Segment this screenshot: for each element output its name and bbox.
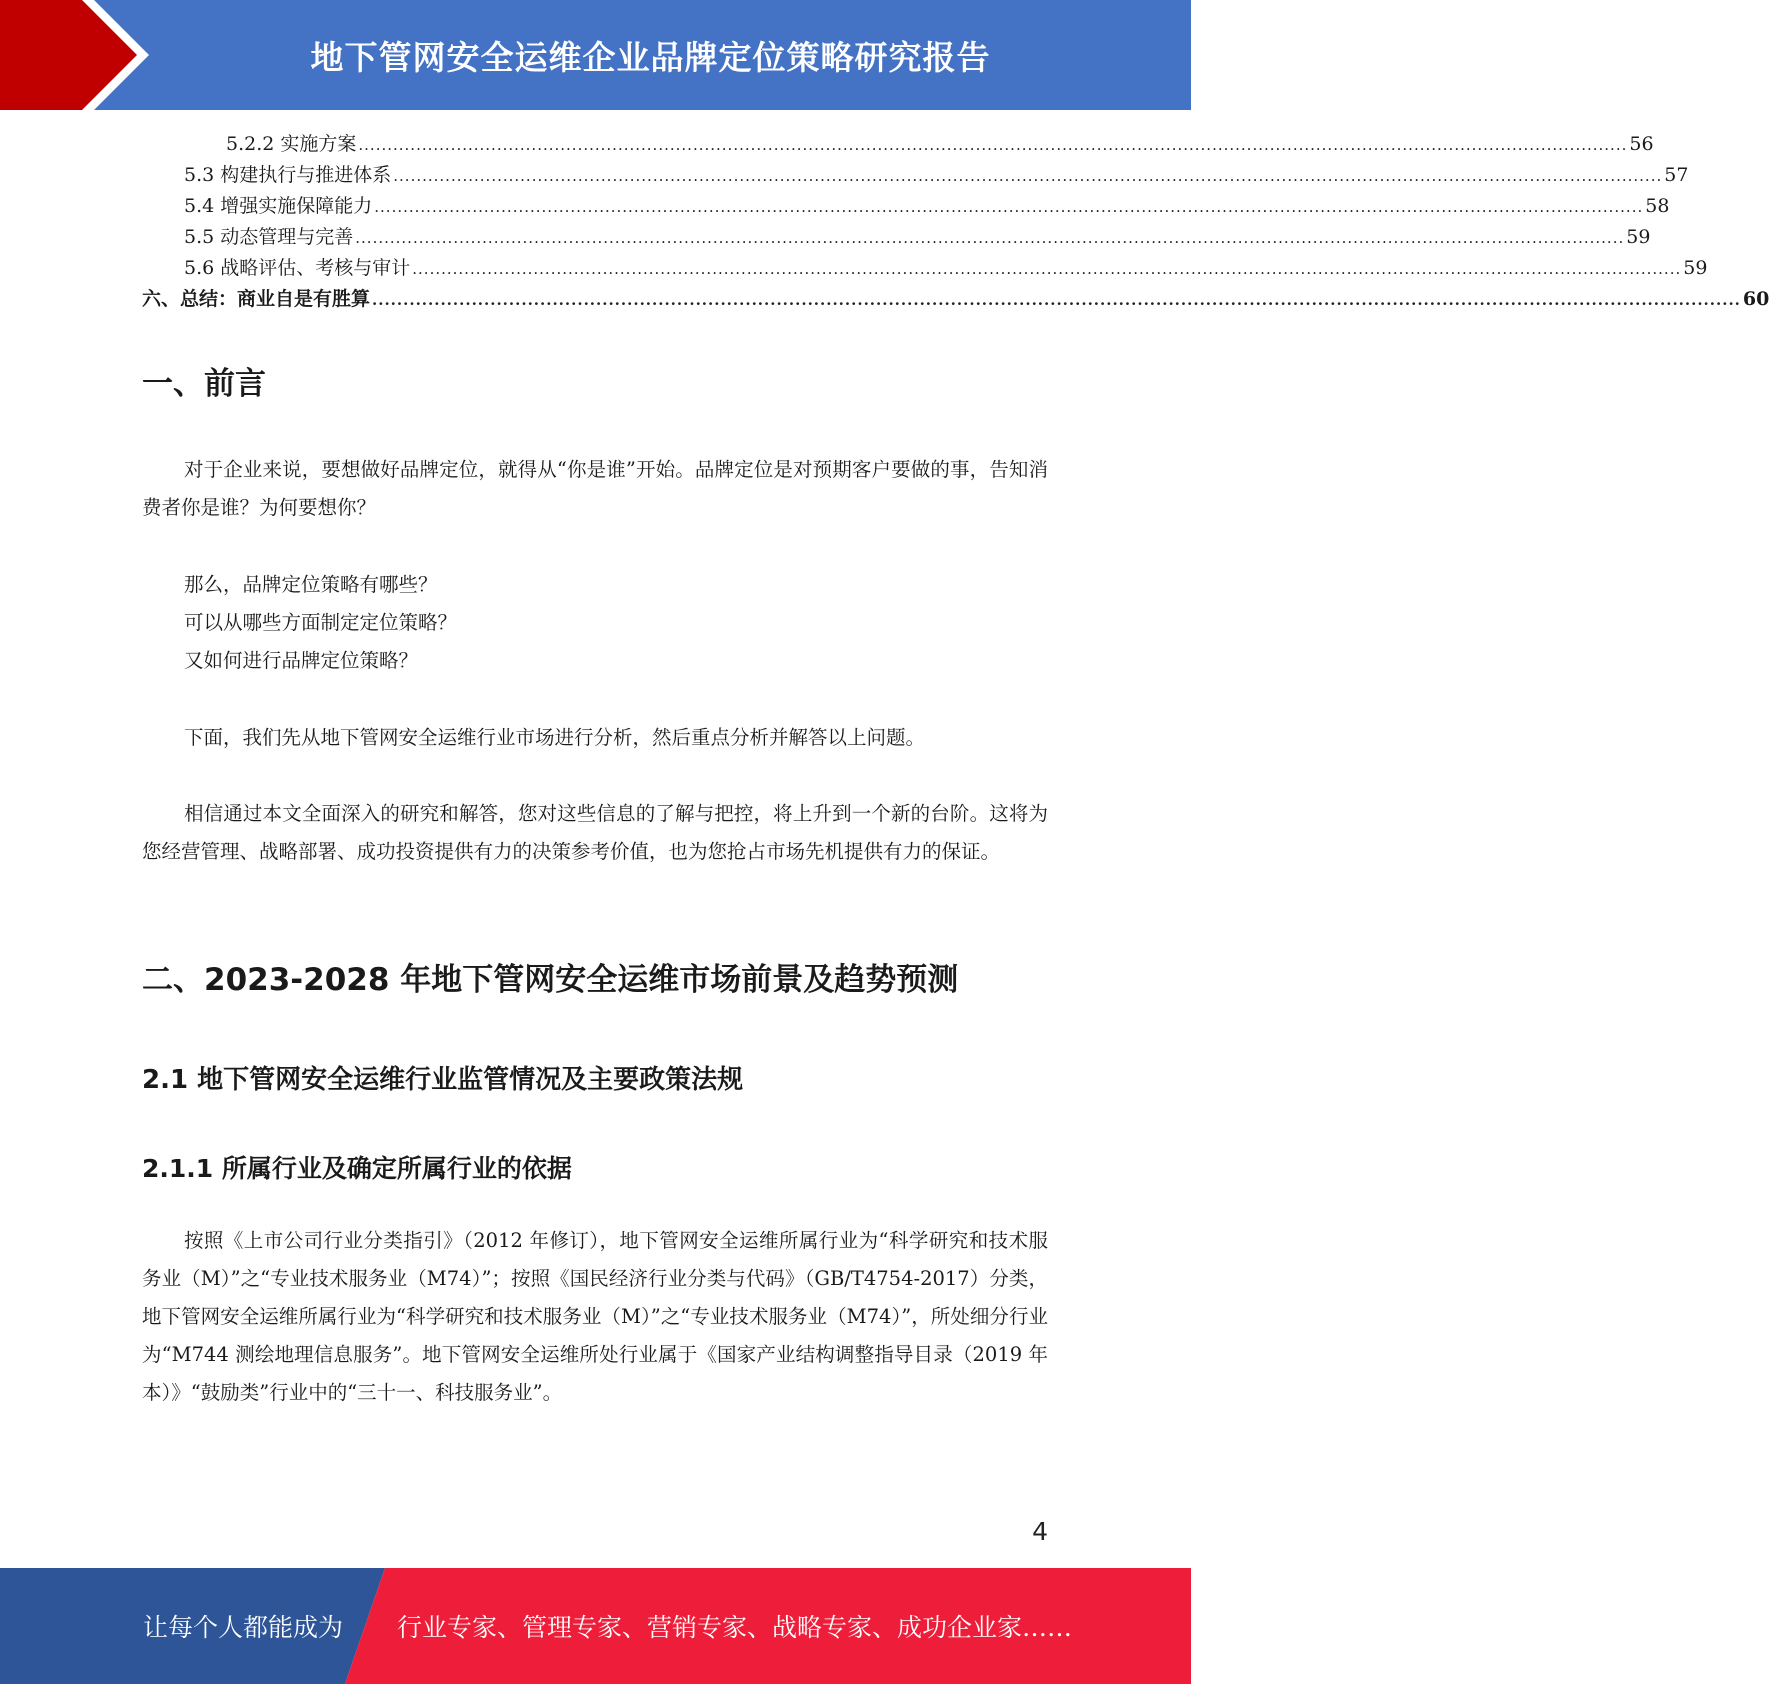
section-heading-market: 二、2023-2028 年地下管网安全运维市场前景及趋势预测 <box>142 962 959 998</box>
body-paragraph: 下面，我们先从地下管网安全运维行业市场进行分析，然后重点分析并解答以上问题。 <box>184 726 926 749</box>
question-line: 可以从哪些方面制定定位策略？ <box>184 611 458 634</box>
footer-slogan-left: 让每个人都能成为 <box>143 1613 344 1642</box>
toc-entry-page: 60 <box>1742 288 1769 310</box>
toc-leader: ............................................................................................................................................................................................................................ <box>374 198 1644 216</box>
toc-leader: ............................................................................................................................................................................................................................ <box>393 167 1663 185</box>
toc-entry-label: 5.4 增强实施保障能力 <box>184 195 373 217</box>
footer-slogan-right: 行业专家、管理专家、营销专家、战略专家、成功企业家…… <box>397 1613 1073 1642</box>
report-title: 地下管网安全运维企业品牌定位策略研究报告 <box>310 37 991 77</box>
toc-entry-label: 5.2.2 实施方案 <box>226 133 357 155</box>
question-line: 又如何进行品牌定位策略？ <box>184 649 419 672</box>
toc-entry-label: 六、总结：商业自是有胜算 <box>142 288 371 310</box>
question-line: 那么，品牌定位策略有哪些？ <box>184 573 438 596</box>
toc-entry-page: 59 <box>1683 257 1708 279</box>
body-paragraph: 对于企业来说，要想做好品牌定位，就得从“你是谁”开始。品牌定位是对预期客户要做的事，告知消费者你是谁？为何要想你？ <box>142 458 1048 519</box>
toc-entry-page: 57 <box>1664 164 1689 186</box>
toc-leader: ............................................................................................................................................................................................................................ <box>358 136 1628 154</box>
toc-entry-page: 56 <box>1629 133 1654 155</box>
subsubsection-heading: 2.1.1 所属行业及确定所属行业的依据 <box>142 1154 572 1183</box>
toc-entry-label: 5.6 战略评估、考核与审计 <box>184 257 411 279</box>
toc-entry-label: 5.5 动态管理与完善 <box>184 226 354 248</box>
toc-leader: ............................................................................................................................................................................................................................ <box>412 260 1682 278</box>
toc-entry[interactable] <box>142 222 1651 253</box>
header-arrow-icon <box>0 0 160 110</box>
body-paragraph: 相信通过本文全面深入的研究和解答，您对这些信息的了解与把控，将上升到一个新的台阶。这将为您经营管理、战略部署、成功投资提供有力的决策参考价值，也为您抢占市场先机提供有力的保证。 <box>142 802 1048 863</box>
page-header <box>0 0 1191 110</box>
body-paragraph: 按照《上市公司行业分类指引》（2012 年修订），地下管网安全运维所属行业为“科学研究和技术服务业（M）”之“专业技术服务业（M74）”；按照《国民经济行业分类与代码》（GB/T4754-2017）分类，地下管网安全运维所属行业为“科学研究和技术服务业（M）”之“专业技术服务业（M74）”，所处细分行业为“M744 测绘地理信息服务”。地下管网安全运维所处行业属于《国家产业结构调整指导目录（2019 年本）》“鼓励类”行业中的“三十一、科技服务业”。 <box>142 1229 1048 1404</box>
subsection-heading: 2.1 地下管网安全运维行业监管情况及主要政策法规 <box>142 1065 744 1095</box>
section-heading-preface: 一、前言 <box>142 366 266 402</box>
toc-entry[interactable] <box>142 129 1654 160</box>
toc-entry[interactable] <box>142 191 1670 222</box>
toc-entry[interactable] <box>142 160 1689 191</box>
toc-entry-page: 59 <box>1626 226 1651 248</box>
table-of-contents <box>142 129 1769 315</box>
toc-leader: ............................................................................................................................................................................................................................ <box>372 291 1741 309</box>
toc-entry-page: 58 <box>1645 195 1670 217</box>
toc-entry[interactable] <box>142 253 1708 284</box>
toc-leader: ............................................................................................................................................................................................................................ <box>355 229 1625 247</box>
toc-entry-label: 5.3 构建执行与推进体系 <box>184 164 392 186</box>
toc-entry[interactable] <box>142 284 1769 315</box>
page-footer <box>0 1568 1191 1684</box>
page-number: 4 <box>1032 1517 1048 1546</box>
